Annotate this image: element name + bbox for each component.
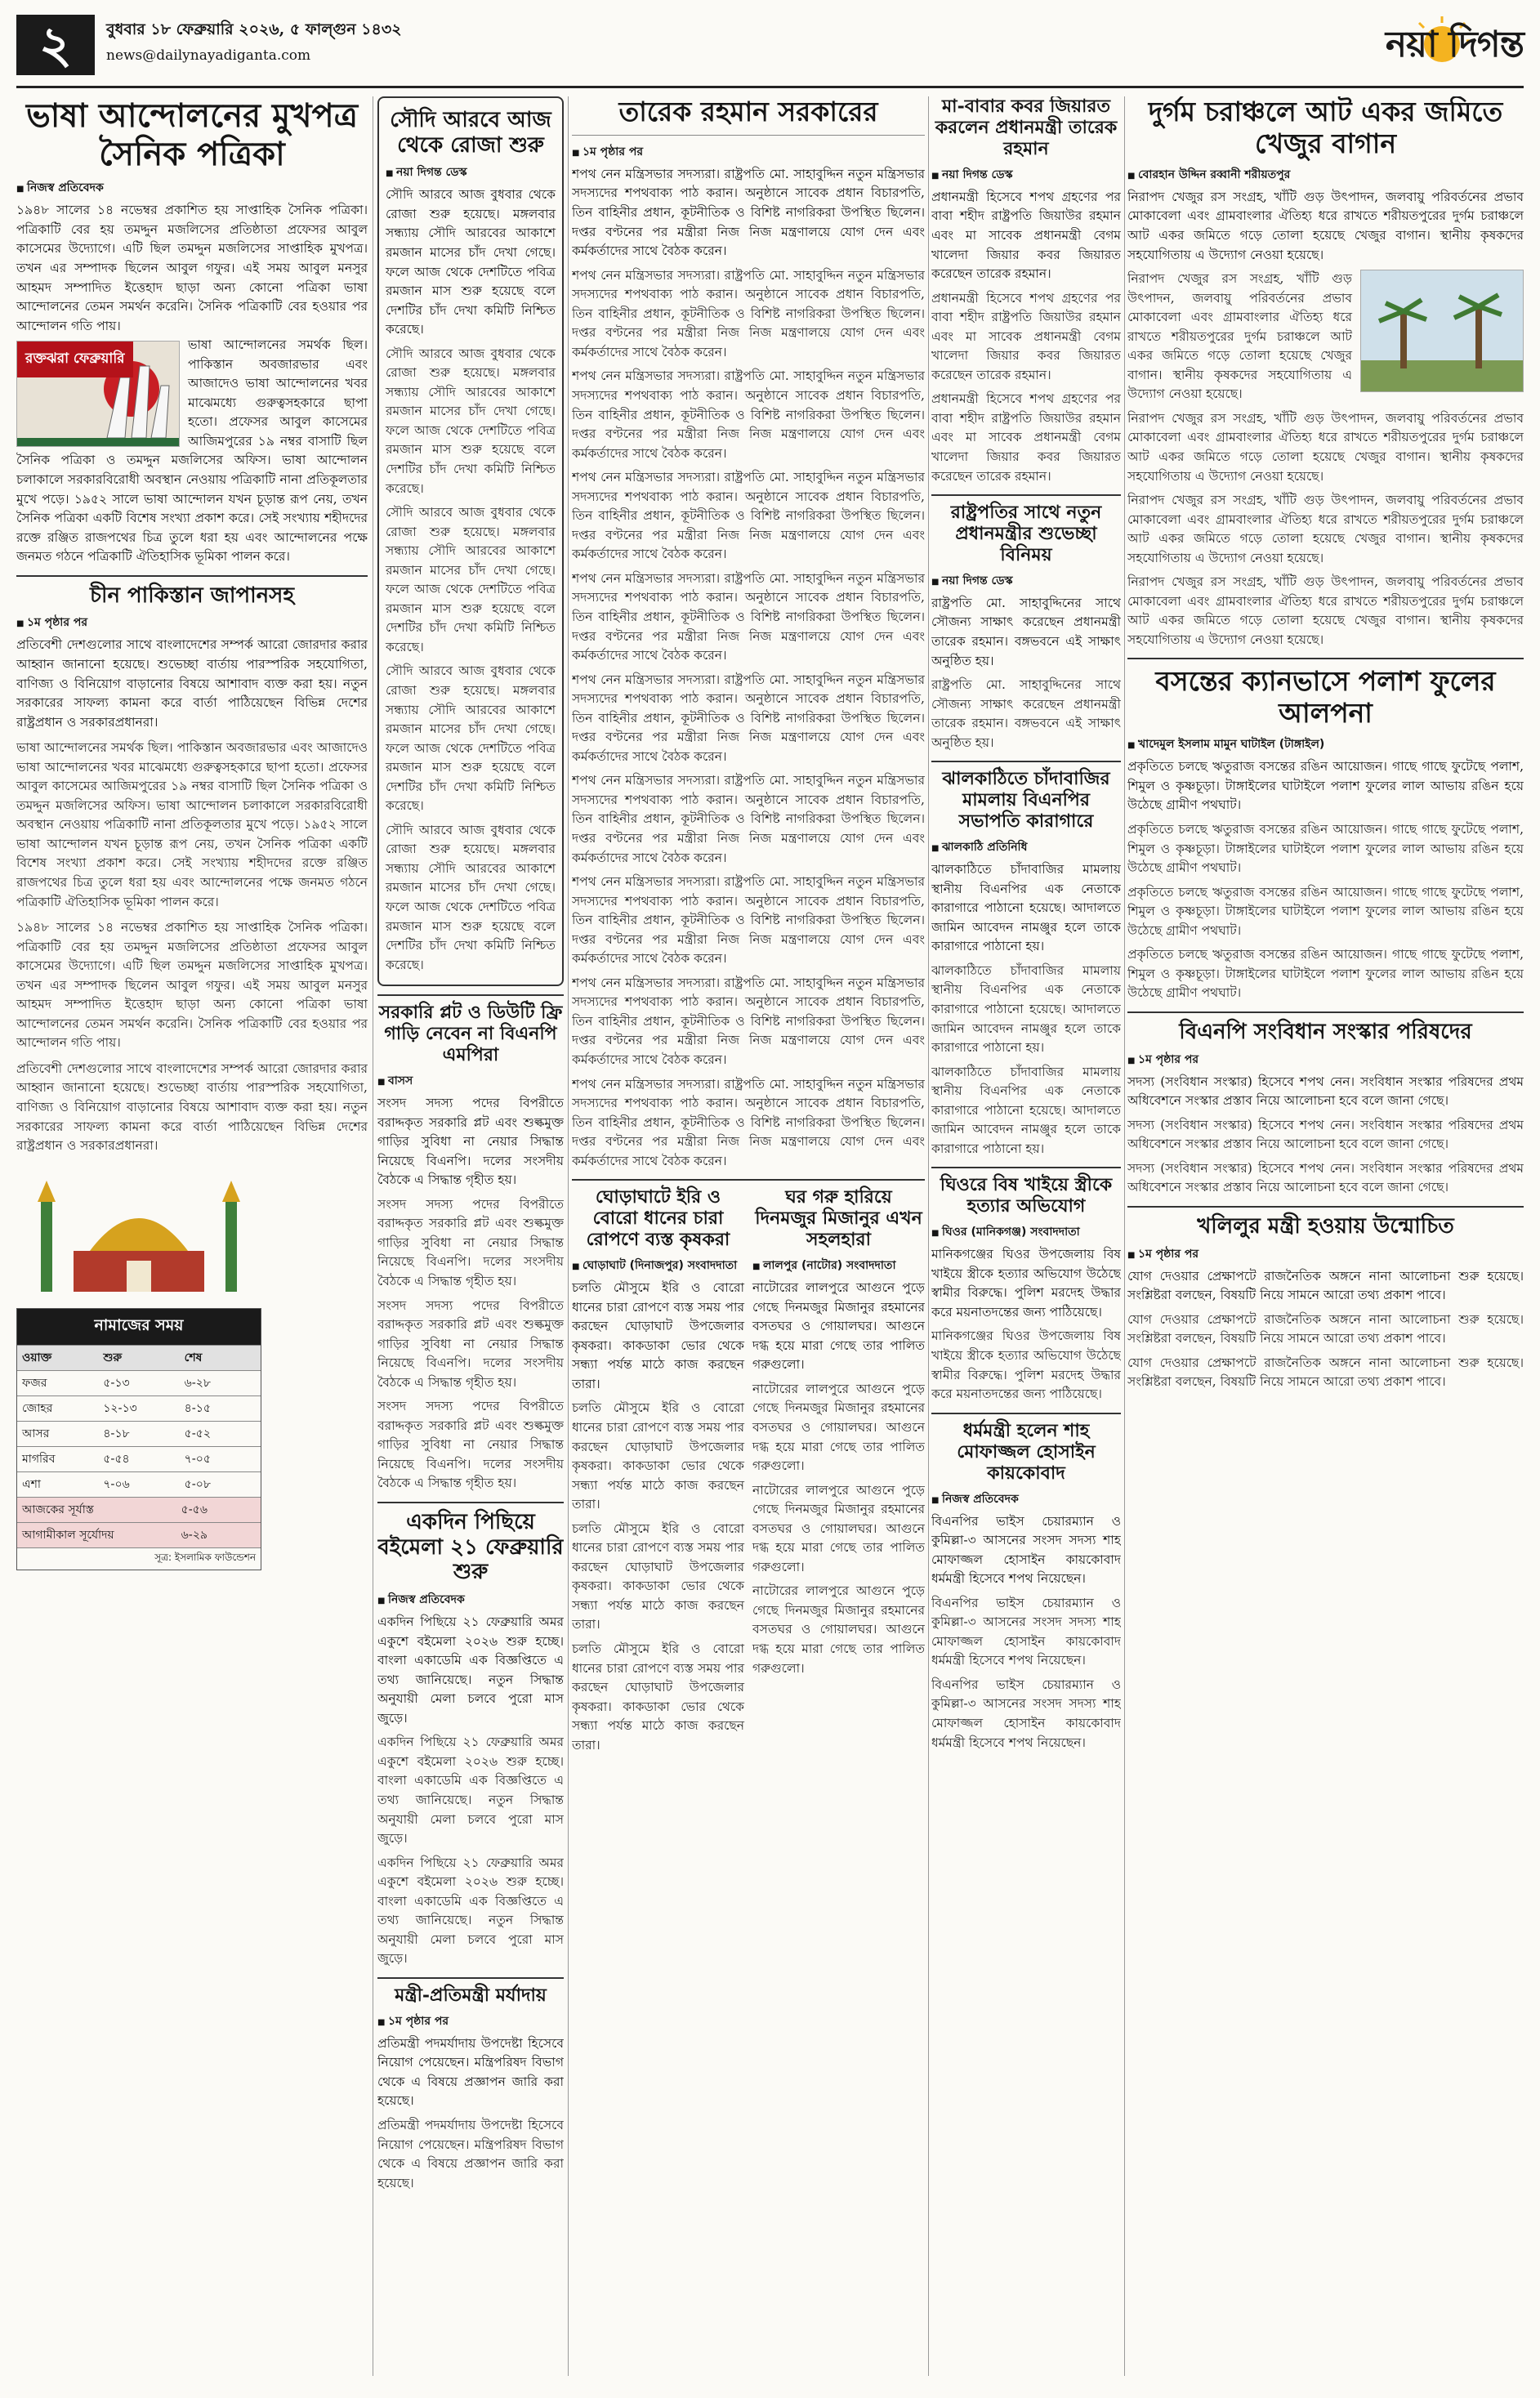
article-body: ঝালকাঠিতে চাঁদাবাজির মামলায় স্থানীয় বিএনপির এক নেতাকে কারাগারে পাঠানো হয়েছে। আদালতে জামিন আবেদন নামঞ্জুর হলে তাকে কারাগারে পাঠানো হয়। — [931, 962, 1121, 1056]
article-body: শপথ নেন মন্ত্রিসভার সদস্যরা। রাষ্ট্রপতি মো. সাহাবুদ্দিন নতুন মন্ত্রিসভার সদস্যদের শপথবাক্য পাঠ করান। অনুষ্ঠানে সাবেক প্রধান বিচারপতি, তিন বাহিনীর প্রধান, কূটনীতিক ও বিশিষ্ট নাগরিকরা উপস্থিত ছিলেন। দপ্তর বণ্টনের পর মন্ত্রীরা নিজ নিজ মন্ত্রণালয়ে যোগ দেন এবং কর্মকর্তাদের সাথে বৈঠক করেন। — [572, 874, 925, 967]
prayer-end: ৫-০৮ — [184, 1477, 211, 1491]
divider — [16, 575, 368, 577]
article-body: সৌদি আরবে আজ বুধবার থেকে রোজা শুরু হয়েছে। মঙ্গলবার সন্ধ্যায় সৌদি আরবের আকাশে রমজান মাসের চাঁদ দেখা গেছে। ফলে আজ থেকে দেশটিতে পবিত্র রমজান মাস শুরু হয়েছে বলে দেশটির চাঁদ দেখা কমিটি নিশ্চিত করেছে। — [386, 822, 556, 972]
article-body: প্রতিবেশী দেশগুলোর সাথে বাংলাদেশের সম্পর্ক আরো জোরদার করার আহ্বান জানানো হয়েছে। শুভেচ্ছা বার্তায় পারস্পরিক সহযোগিতা, বাণিজ্য ও বিনিয়োগ বাড়ানোর বিষয়ে আশাবাদ ব্যক্ত করা হয়। নতুন সরকারের সাফল্য কামনা করে বার্তা পাঠিয়েছেন বিভিন্ন দেশের রাষ্ট্রপ্রধান ও সরকারপ্রধানরা। — [16, 1061, 368, 1154]
article-body: বিএনপির ভাইস চেয়ারম্যান ও কুমিল্লা-৩ আসনের সংসদ সদস্য শাহ মোফাজ্জল হোসাইন কায়কোবাদ ধর্মমন্ত্রী হিসেবে শপথ নিয়েছেন। — [931, 1595, 1121, 1668]
contact-email[interactable]: news@dailynayadiganta.com — [106, 47, 311, 64]
byline: ■ নয়া দিগন্ত ডেস্ক — [931, 165, 1121, 185]
column-2 — [377, 96, 564, 2384]
headline-grave-visit[interactable]: মা-বাবার কবর জিয়ারত করলেন প্রধানমন্ত্রী তারেক রহমান — [935, 96, 1118, 159]
article-body: প্রতিমন্ত্রী পদমর্যাদায় উপদেষ্টা হিসেবে নিয়োগ পেয়েছেন। মন্ত্রিপরিষদ বিভাগ থেকে এ বিষয়ে প্রজ্ঞাপন জারি করা হয়েছে। — [377, 2118, 564, 2190]
column-1 — [16, 96, 368, 2384]
article-body: চলতি মৌসুমে ইরি ও বোরো ধানের চারা রোপণে ব্যস্ত সময় পার করছেন ঘোড়াঘাট উপজেলার কৃষকরা। কাকডাকা ভোর থেকে সন্ধ্যা পর্যন্ত মাঠে কাজ করছেন তারা। — [572, 1521, 744, 1632]
table-row — [17, 1395, 261, 1421]
table-row — [17, 1421, 261, 1446]
article-body: সৌদি আরবে আজ বুধবার থেকে রোজা শুরু হয়েছে। মঙ্গলবার সন্ধ্যায় সৌদি আরবের আকাশে রমজান মাসের চাঁদ দেখা গেছে। ফলে আজ থেকে দেশটিতে পবিত্র রমজান মাস শুরু হয়েছে বলে দেশটির চাঁদ দেখা কমিটি নিশ্চিত করেছে। — [386, 187, 556, 337]
article-body: ভাষা আন্দোলনের সমর্থক ছিল। পাকিস্তান অবজারভার এবং আজাদেও ভাষা আন্দোলনের খবর মাঝেমধ্যে গুরুত্বসহকারে ছাপা হতো। প্রফেসর আবুল কাসেমের আজিমপুরের ১৯ নম্বর বাসাটি ছিল সৈনিক পত্রিকা ও তমদ্দুন মজলিসের অফিস। ভাষা আন্দোলন চলাকালে সরকারবিরোধী অবস্থান নেওয়ায় পত্রিকাটি নানা প্রতিকূলতার মুখে পড়ে। ১৯৫২ সালে ভাষা আন্দোলন যখন চূড়ান্ত রূপ নেয়, তখন সৈনিক পত্রিকা একটি বিশেষ সংখ্যা প্রকাশ করে। সেই সংখ্যায় শহীদদের রক্তে রঞ্জিত রাজপথের চিত্র তুলে ধরা হয় এবং আন্দোলনের পক্ষে জনমত গঠনে পত্রিকাটি ঐতিহাসিক ভূমিকা পালন করে। — [16, 337, 368, 565]
column-header: শেষ — [184, 1351, 203, 1364]
article-body: ঝালকাঠিতে চাঁদাবাজির মামলায় স্থানীয় বিএনপির এক নেতাকে কারাগারে পাঠানো হয়েছে। আদালতে জামিন আবেদন নামঞ্জুর হলে তাকে কারাগারে পাঠানো হয়। — [931, 1064, 1121, 1156]
byline: ■ ঘোড়াঘাট (দিনাজপুর) সংবাদদাতা — [572, 1256, 744, 1275]
prayer-times-table — [16, 1308, 261, 1570]
article-body: সংসদ সদস্য পদের বিপরীতে বরাদ্দকৃত সরকারি প্লট এবং শুল্কমুক্ত গাড়ির সুবিধা না নেয়ার সিদ্ধান্ত নিয়েছে বিএনপি। দলের সংসদীয় বৈঠকে এ সিদ্ধান্ত গৃহীত হয়। — [377, 1399, 564, 1491]
byline: ■ লালপুর (নাটোর) সংবাদদাতা — [752, 1256, 925, 1275]
byline: ■ নিজস্ব প্রতিবেদক — [931, 1489, 1121, 1509]
article-body: নিরাপদ খেজুর রস সংগ্রহ, খাঁটি গুড় উৎপাদন, জলবায়ু পরিবর্তনের প্রভাব মোকাবেলা এবং গ্রামবাংলার ঐতিহ্য ধরে রাখতে শরীয়তপুরের দুর্গম চরাঞ্চলে আট একর জমিতে গড়ে তোলা হয়েছে খেজুর বাগান। স্থানীয় কৃষকদের সহযোগিতায় এ উদ্যোগ নেওয়া হয়েছে। — [1127, 271, 1352, 402]
article-body: রাষ্ট্রপতি মো. সাহাবুদ্দিনের সাথে সৌজন্য সাক্ষাৎ করেছেন প্রধানমন্ত্রী তারেক রহমান। বঙ্গভবনে এই সাক্ষাৎ অনুষ্ঠিত হয়। — [931, 677, 1121, 750]
article-body: শপথ নেন মন্ত্রিসভার সদস্যরা। রাষ্ট্রপতি মো. সাহাবুদ্দিন নতুন মন্ত্রিসভার সদস্যদের শপথবাক্য পাঠ করান। অনুষ্ঠানে সাবেক প্রধান বিচারপতি, তিন বাহিনীর প্রধান, কূটনীতিক ও বিশিষ্ট নাগরিকরা উপস্থিত ছিলেন। দপ্তর বণ্টনের পর মন্ত্রীরা নিজ নিজ মন্ত্রণালয়ে যোগ দেন এবং কর্মকর্তাদের সাথে বৈঠক করেন। — [572, 1076, 925, 1168]
column-5 — [1127, 96, 1524, 2384]
prayer-end: ৪-১৫ — [184, 1401, 211, 1415]
byline: ■ ঘিওর (মানিকগঞ্জ) সংবাদদাতা — [931, 1222, 1121, 1242]
continuation-label: ■ ১ম পৃষ্ঠার পর — [572, 142, 925, 162]
newspaper-logo[interactable] — [1319, 11, 1524, 82]
column-divider — [568, 96, 569, 2376]
article-body: সৌদি আরবে আজ বুধবার থেকে রোজা শুরু হয়েছে। মঙ্গলবার সন্ধ্যায় সৌদি আরবের আকাশে রমজান মাসের চাঁদ দেখা গেছে। ফলে আজ থেকে দেশটিতে পবিত্র রমজান মাস শুরু হয়েছে বলে দেশটির চাঁদ দেখা কমিটি নিশ্চিত করেছে। — [386, 346, 556, 496]
headline-date-palm[interactable]: দুর্গম চরাঞ্চলে আট একর জমিতে খেজুর বাগান — [1148, 96, 1503, 159]
divider — [931, 1413, 1121, 1414]
article-body: সৌদি আরবে আজ বুধবার থেকে রোজা শুরু হয়েছে। মঙ্গলবার সন্ধ্যায় সৌদি আরবের আকাশে রমজান মাসের চাঁদ দেখা গেছে। ফলে আজ থেকে দেশটিতে পবিত্র রমজান মাস শুরু হয়েছে বলে দেশটির চাঁদ দেখা কমিটি নিশ্চিত করেছে। — [386, 505, 556, 654]
divider — [931, 761, 1121, 762]
headline-china-pakistan[interactable]: চীন পাকিস্তান জাপানসহ — [89, 583, 294, 608]
news-photo — [16, 341, 180, 447]
issue-date: বুধবার ১৮ ফেব্রুয়ারি ২০২৬, ৫ ফাল্গুন ১৪৩২ — [106, 20, 402, 38]
saudi-ramadan-box — [377, 96, 564, 986]
article-body: প্রকৃতিতে চলছে ঋতুরাজ বসন্তের রঙিন আয়োজন। গাছে গাছে ফুটেছে পলাশ, শিমুল ও কৃষ্ণচূড়া। টাঙ্গাইলের ঘাটাইলে পলাশ ফুলের লাল আভায় রঙিন হয়ে উঠেছে গ্রামীণ পথঘাট। — [1127, 821, 1524, 876]
story-lalpur — [752, 1187, 925, 1755]
column-header: শুরু — [103, 1351, 123, 1364]
byline: ■ বাসস — [377, 1071, 564, 1091]
byline: ■ ঝালকাঠি প্রতিনিধি — [931, 837, 1121, 857]
photo-badge: রক্তঝরা ফেব্রুয়ারি — [17, 342, 133, 377]
article-body: প্রকৃতিতে চলছে ঋতুরাজ বসন্তের রঙিন আয়োজন। গাছে গাছে ফুটেছে পলাশ, শিমুল ও কৃষ্ণচূড়া। টাঙ্গাইলের ঘাটাইলে পলাশ ফুলের লাল আভায় রঙিন হয়ে উঠেছে গ্রামীণ পথঘাট। — [1127, 884, 1524, 938]
divider — [931, 494, 1121, 496]
table-row — [17, 1446, 261, 1471]
article-body: চলতি মৌসুমে ইরি ও বোরো ধানের চারা রোপণে ব্যস্ত সময় পার করছেন ঘোড়াঘাট উপজেলার কৃষকরা। কাকডাকা ভোর থেকে সন্ধ্যা পর্যন্ত মাঠে কাজ করছেন তারা। — [572, 1641, 744, 1753]
article-body: প্রতিবেশী দেশগুলোর সাথে বাংলাদেশের সম্পর্ক আরো জোরদার করার আহ্বান জানানো হয়েছে। শুভেচ্ছা বার্তায় পারস্পরিক সহযোগিতা, বাণিজ্য ও বিনিয়োগ বাড়ানোর বিষয়ে আশাবাদ ব্যক্ত করা হয়। নতুন সরকারের সাফল্য কামনা করে বার্তা পাঠিয়েছেন বিভিন্ন দেশের রাষ্ট্রপ্রধান ও সরকারপ্রধানরা। — [16, 637, 368, 730]
article-body: শপথ নেন মন্ত্রিসভার সদস্যরা। রাষ্ট্রপতি মো. সাহাবুদ্দিন নতুন মন্ত্রিসভার সদস্যদের শপথবাক্য পাঠ করান। অনুষ্ঠানে সাবেক প্রধান বিচারপতি, তিন বাহিনীর প্রধান, কূটনীতিক ও বিশিষ্ট নাগরিকরা উপস্থিত ছিলেন। দপ্তর বণ্টনের পর মন্ত্রীরা নিজ নিজ মন্ত্রণালয়ে যোগ দেন এবং কর্মকর্তাদের সাথে বৈঠক করেন। — [572, 166, 925, 259]
prayer-times-title: নামাজের সময় — [17, 1309, 261, 1345]
table-row — [17, 1497, 261, 1522]
continuation-label: ■ ১ম পৃষ্ঠার পর — [1127, 1050, 1524, 1069]
column-4 — [931, 96, 1121, 2384]
divider — [931, 1167, 1121, 1168]
article-body: নিরাপদ খেজুর রস সংগ্রহ, খাঁটি গুড় উৎপাদন, জলবায়ু পরিবর্তনের প্রভাব মোকাবেলা এবং গ্রামবাংলার ঐতিহ্য ধরে রাখতে শরীয়তপুরের দুর্গম চরাঞ্চলে আট একর জমিতে গড়ে তোলা হয়েছে খেজুর বাগান। স্থানীয় কৃষকদের সহযোগিতায় এ উদ্যোগ নেওয়া হয়েছে। — [1127, 410, 1524, 484]
article-body: শপথ নেন মন্ত্রিসভার সদস্যরা। রাষ্ট্রপতি মো. সাহাবুদ্দিন নতুন মন্ত্রিসভার সদস্যদের শপথবাক্য পাঠ করান। অনুষ্ঠানে সাবেক প্রধান বিচারপতি, তিন বাহিনীর প্রধান, কূটনীতিক ও বিশিষ্ট নাগরিকরা উপস্থিত ছিলেন। দপ্তর বণ্টনের পর মন্ত্রীরা নিজ নিজ মন্ত্রণালয়ে যোগ দেন এবং কর্মকর্তাদের সাথে বৈঠক করেন। — [572, 570, 925, 663]
sun-label: আগামীকাল সূর্যোদয় — [22, 1528, 114, 1542]
lower-stories — [572, 1187, 925, 1755]
article-body: নিরাপদ খেজুর রস সংগ্রহ, খাঁটি গুড় উৎপাদন, জলবায়ু পরিবর্তনের প্রভাব মোকাবেলা এবং গ্রামবাংলার ঐতিহ্য ধরে রাখতে শরীয়তপুরের দুর্গম চরাঞ্চলে আট একর জমিতে গড়ে তোলা হয়েছে খেজুর বাগান। স্থানীয় কৃষকদের সহযোগিতায় এ উদ্যোগ নেওয়া হয়েছে। — [1127, 493, 1524, 565]
prayer-name: ফজর — [22, 1376, 47, 1390]
article-body: চলতি মৌসুমে ইরি ও বোরো ধানের চারা রোপণে ব্যস্ত সময় পার করছেন ঘোড়াঘাট উপজেলার কৃষকরা। কাকডাকা ভোর থেকে সন্ধ্যা পর্যন্ত মাঠে কাজ করছেন তারা। — [572, 1280, 744, 1391]
article-body: প্রধানমন্ত্রী হিসেবে শপথ গ্রহণের পর বাবা শহীদ রাষ্ট্রপতি জিয়াউর রহমান এবং মা সাবেক প্রধানমন্ত্রী বেগম খালেদা জিয়ার কবর জিয়ারত করেছেন তারেক রহমান। — [931, 391, 1121, 484]
article-body: যোগ দেওয়ার প্রেক্ষাপটে রাজনৈতিক অঙ্গনে নানা আলোচনা শুরু হয়েছে। সংশ্লিষ্টরা বলছেন, বিষয়টি নিয়ে সামনে আরো তথ্য প্রকাশ পাবে। — [1127, 1311, 1524, 1346]
article-body: শপথ নেন মন্ত্রিসভার সদস্যরা। রাষ্ট্রপতি মো. সাহাবুদ্দিন নতুন মন্ত্রিসভার সদস্যদের শপথবাক্য পাঠ করান। অনুষ্ঠানে সাবেক প্রধান বিচারপতি, তিন বাহিনীর প্রধান, কূটনীতিক ও বিশিষ্ট নাগরিকরা উপস্থিত ছিলেন। দপ্তর বণ্টনের পর মন্ত্রীরা নিজ নিজ মন্ত্রণালয়ে যোগ দেন এবং কর্মকর্তাদের সাথে বৈঠক করেন। — [572, 773, 925, 865]
column-header: ওয়াক্ত — [22, 1351, 52, 1364]
headline-plot-duty-free[interactable]: সরকারি প্লট ও ডিউটি ফ্রি গাড়ি নেবেন না বিএনপি এমপিরা — [378, 1002, 563, 1066]
article-body: বিএনপির ভাইস চেয়ারম্যান ও কুমিল্লা-৩ আসনের সংসদ সদস্য শাহ মোফাজ্জল হোসাইন কায়কোবাদ ধর্মমন্ত্রী হিসেবে শপথ নিয়েছেন। — [931, 1513, 1121, 1587]
continuation-label: ■ ১ম পৃষ্ঠার পর — [377, 2012, 564, 2031]
headline-ghior[interactable]: ঘিওরে বিষ খাইয়ে স্ত্রীকে হত্যার অভিযোগ — [940, 1174, 1113, 1217]
prayer-name: জোহর — [22, 1401, 53, 1415]
headline-khalilur[interactable]: খলিলুর মন্ত্রী হওয়ায় উন্মোচিত — [1197, 1213, 1454, 1239]
divider — [1127, 1206, 1524, 1208]
article-body: শপথ নেন মন্ত্রিসভার সদস্যরা। রাষ্ট্রপতি মো. সাহাবুদ্দিন নতুন মন্ত্রিসভার সদস্যদের শপথবাক্য পাঠ করান। অনুষ্ঠানে সাবেক প্রধান বিচারপতি, তিন বাহিনীর প্রধান, কূটনীতিক ও বিশিষ্ট নাগরিকরা উপস্থিত ছিলেন। দপ্তর বণ্টনের পর মন্ত্রীরা নিজ নিজ মন্ত্রণালয়ে যোগ দেন এবং কর্মকর্তাদের সাথে বৈঠক করেন। — [572, 368, 925, 461]
headline-tarique-government[interactable]: তারেক রহমান সরকারের — [618, 96, 878, 127]
article-body: বিএনপির ভাইস চেয়ারম্যান ও কুমিল্লা-৩ আসনের সংসদ সদস্য শাহ মোফাজ্জল হোসাইন কায়কোবাদ ধর্মমন্ত্রী হিসেবে শপথ নিয়েছেন। — [931, 1677, 1121, 1750]
article-body: চলতি মৌসুমে ইরি ও বোরো ধানের চারা রোপণে ব্যস্ত সময় পার করছেন ঘোড়াঘাট উপজেলার কৃষকরা। কাকডাকা ভোর থেকে সন্ধ্যা পর্যন্ত মাঠে কাজ করছেন তারা। — [572, 1400, 744, 1512]
byline: ■ নিজস্ব প্রতিবেদক — [16, 178, 368, 198]
article-body: শপথ নেন মন্ত্রিসভার সদস্যরা। রাষ্ট্রপতি মো. সাহাবুদ্দিন নতুন মন্ত্রিসভার সদস্যদের শপথবাক্য পাঠ করান। অনুষ্ঠানে সাবেক প্রধান বিচারপতি, তিন বাহিনীর প্রধান, কূটনীতিক ও বিশিষ্ট নাগরিকরা উপস্থিত ছিলেন। দপ্তর বণ্টনের পর মন্ত্রীরা নিজ নিজ মন্ত্রণালয়ে যোগ দেন এবং কর্মকর্তাদের সাথে বৈঠক করেন। — [572, 470, 925, 562]
article-body: মানিকগঞ্জের ঘিওর উপজেলায় বিষ খাইয়ে স্ত্রীকে হত্যার অভিযোগ উঠেছে স্বামীর বিরুদ্ধে। পুলিশ মরদেহ উদ্ধার করে ময়নাতদন্তের জন্য পাঠিয়েছে। — [931, 1247, 1121, 1320]
article-body: প্রধানমন্ত্রী হিসেবে শপথ গ্রহণের পর বাবা শহীদ রাষ্ট্রপতি জিয়াউর রহমান এবং মা সাবেক প্রধানমন্ত্রী বেগম খালেদা জিয়ার কবর জিয়ারত করেছেন তারেক রহমান। — [931, 189, 1121, 282]
article-body: যোগ দেওয়ার প্রেক্ষাপটে রাজনৈতিক অঙ্গনে নানা আলোচনা শুরু হয়েছে। সংশ্লিষ্টরা বলছেন, বিষয়টি নিয়ে সামনে আরো তথ্য প্রকাশ পাবে। — [1127, 1268, 1524, 1303]
article-body: প্রধানমন্ত্রী হিসেবে শপথ গ্রহণের পর বাবা শহীদ রাষ্ট্রপতি জিয়াউর রহমান এবং মা সাবেক প্রধানমন্ত্রী বেগম খালেদা জিয়ার কবর জিয়ারত করেছেন তারেক রহমান। — [931, 290, 1121, 382]
prayer-start: ৪-১৮ — [103, 1427, 130, 1440]
table-header — [17, 1345, 261, 1370]
article-body: প্রকৃতিতে চলছে ঋতুরাজ বসন্তের রঙিন আয়োজন। গাছে গাছে ফুটেছে পলাশ, শিমুল ও কৃষ্ণচূড়া। টাঙ্গাইলের ঘাটাইলে পলাশ ফুলের লাল আভায় রঙিন হয়ে উঠেছে গ্রামীণ পথঘাট। — [1127, 947, 1524, 1001]
date-palm-orchard-illustration — [1361, 270, 1524, 392]
prayer-end: ৭-০৫ — [184, 1452, 211, 1466]
headline-shainik-patrika[interactable]: ভাষা আন্দোলনের মুখপত্র সৈনিক পত্রিকা — [25, 96, 359, 174]
prayer-start: ৫-১৩ — [103, 1376, 130, 1390]
divider — [377, 1502, 564, 1503]
article-body: নাটোরের লালপুরে আগুনে পুড়ে গেছে দিনমজুর মিজানুর রহমানের বসতঘর ও গোয়ালঘর। আগুনে দগ্ধ হয়ে মারা গেছে তার পালিত গরুগুলো। — [752, 1583, 925, 1676]
article-body: ১৯৪৮ সালের ১৪ নভেম্বর প্রকাশিত হয় সাপ্তাহিক সৈনিক পত্রিকা। পত্রিকাটি বের হয় তমদ্দুন মজলিসের প্রতিষ্ঠাতা প্রফেসর আবুল কাসেমের উদ্যোগে। এটি ছিল তমদ্দুন মজলিসের সাপ্তাহিক মুখপত্র। তখন এর সম্পাদক ছিলেন আবুল গফুর। এই সময় আবুল মনসুর আহমদ সম্পাদিত ইত্তেহাদ ছাড়া অন্য কোনো পত্রিকা ভাষা আন্দোলনের তেমন সমর্থন করেনি। সৈনিক পত্রিকাটি বের হওয়ার পর আন্দোলন গতি পায়। — [16, 920, 368, 1051]
mosque-icon — [16, 1169, 261, 1300]
article-body: শপথ নেন মন্ত্রিসভার সদস্যরা। রাষ্ট্রপতি মো. সাহাবুদ্দিন নতুন মন্ত্রিসভার সদস্যদের শপথবাক্য পাঠ করান। অনুষ্ঠানে সাবেক প্রধান বিচারপতি, তিন বাহিনীর প্রধান, কূটনীতিক ও বিশিষ্ট নাগরিকরা উপস্থিত ছিলেন। দপ্তর বণ্টনের পর মন্ত্রীরা নিজ নিজ মন্ত্রণালয়ে যোগ দেন এবং কর্মকর্তাদের সাথে বৈঠক করেন। — [572, 975, 925, 1067]
headline-saudi-ramadan[interactable]: সৌদি আরবে আজ থেকে রোজা শুরু — [390, 108, 551, 158]
article-body: সদস্য (সংবিধান সংস্কার) হিসেবে শপথ নেন। সংবিধান সংস্কার পরিষদের প্রথম অধিবেশনে সংস্কার প্রস্তাব নিয়ে আলোচনা হবে বলে জানা গেছে। — [1127, 1117, 1524, 1152]
article-body: নিরাপদ খেজুর রস সংগ্রহ, খাঁটি গুড় উৎপাদন, জলবায়ু পরিবর্তনের প্রভাব মোকাবেলা এবং গ্রামবাংলার ঐতিহ্য ধরে রাখতে শরীয়তপুরের দুর্গম চরাঞ্চলে আট একর জমিতে গড়ে তোলা হয়েছে খেজুর বাগান। স্থানীয় কৃষকদের সহযোগিতায় এ উদ্যোগ নেওয়া হয়েছে। — [1127, 189, 1524, 262]
prayer-start: ৫-৫৪ — [103, 1452, 130, 1466]
table-row — [17, 1522, 261, 1547]
article-body: সংসদ সদস্য পদের বিপরীতে বরাদ্দকৃত সরকারি প্লট এবং শুল্কমুক্ত গাড়ির সুবিধা না নেয়ার সিদ্ধান্ত নিয়েছে বিএনপি। দলের সংসদীয় বৈঠকে এ সিদ্ধান্ত গৃহীত হয়। — [377, 1196, 564, 1288]
column-divider — [1124, 96, 1125, 2376]
table-footer — [17, 1547, 261, 1570]
article-body: নিরাপদ খেজুর রস সংগ্রহ, খাঁটি গুড় উৎপাদন, জলবায়ু পরিবর্তনের প্রভাব মোকাবেলা এবং গ্রামবাংলার ঐতিহ্য ধরে রাখতে শরীয়তপুরের দুর্গম চরাঞ্চলে আট একর জমিতে গড়ে তোলা হয়েছে খেজুর বাগান। স্থানীয় কৃষকদের সহযোগিতায় এ উদ্যোগ নেওয়া হয়েছে। — [1127, 574, 1524, 647]
article-body: মানিকগঞ্জের ঘিওর উপজেলায় বিষ খাইয়ে স্ত্রীকে হত্যার অভিযোগ উঠেছে স্বামীর বিরুদ্ধে। পুলিশ মরদেহ উদ্ধার করে ময়নাতদন্তের জন্য পাঠিয়েছে। — [931, 1329, 1121, 1402]
sun-time: ৬-২৯ — [181, 1528, 208, 1542]
article-body: নাটোরের লালপুরে আগুনে পুড়ে গেছে দিনমজুর মিজানুর রহমানের বসতঘর ও গোয়ালঘর। আগুনে দগ্ধ হয়ে মারা গেছে তার পালিত গরুগুলো। — [752, 1280, 925, 1373]
headline-boimela[interactable]: একদিন পিছিয়ে বইমেলা ২১ ফেব্রুয়ারি শুরু — [377, 1510, 564, 1585]
mosque-illustration — [16, 1169, 261, 1300]
article-body: নাটোরের লালপুরে আগুনে পুড়ে গেছে দিনমজুর মিজানুর রহমানের বসতঘর ও গোয়ালঘর। আগুনে দগ্ধ হয়ে মারা গেছে তার পালিত গরুগুলো। — [752, 1381, 925, 1474]
article-body: একদিন পিছিয়ে ২১ ফেব্রুয়ারি অমর একুশে বইমেলা ২০২৬ শুরু হচ্ছে। বাংলা একাডেমি এক বিজ্ঞপ্তিতে এ তথ্য জানিয়েছে। নতুন সিদ্ধান্ত অনুযায়ী মেলা চলবে পুরো মাস জুড়ে। — [377, 1735, 564, 1847]
table-row — [17, 1370, 261, 1395]
divider — [572, 1179, 925, 1181]
byline: ■ খাদেমুল ইসলাম মামুন ঘাটাইল (টাঙ্গাইল) — [1127, 735, 1524, 754]
sun-time: ৫-৫৬ — [181, 1503, 208, 1516]
continuation-label: ■ ১ম পৃষ্ঠার পর — [1127, 1244, 1524, 1264]
headline-constitution-council[interactable]: বিএনপি সংবিধান সংস্কার পরিষদের — [1179, 1019, 1472, 1044]
prayer-name: আসর — [22, 1427, 50, 1440]
prayer-end: ৫-৫২ — [184, 1427, 211, 1440]
article-body: সদস্য (সংবিধান সংস্কার) হিসেবে শপথ নেন। সংবিধান সংস্কার পরিষদের প্রথম অধিবেশনে সংস্কার প্রস্তাব নিয়ে আলোচনা হবে বলে জানা গেছে। — [1127, 1074, 1524, 1109]
prayer-name: মাগরিব — [22, 1452, 56, 1466]
column-divider — [928, 96, 929, 2376]
headline-jhalokathi[interactable]: ঝালকাঠিতে চাঁদাবাজির মামলায় বিএনপির সভাপতি কারাগারে — [942, 768, 1110, 833]
article-body: প্রকৃতিতে চলছে ঋতুরাজ বসন্তের রঙিন আয়োজন। গাছে গাছে ফুটেছে পলাশ, শিমুল ও কৃষ্ণচূড়া। টাঙ্গাইলের ঘাটাইলে পলাশ ফুলের লাল আভায় রঙিন হয়ে উঠেছে গ্রামীণ পথঘাট। — [1127, 759, 1524, 813]
masthead — [16, 10, 1524, 88]
headline-lalpur-fire[interactable]: ঘর গরু হারিয়ে দিনমজুর মিজানুর এখন সহলহারা — [755, 1186, 922, 1251]
logo-wordmark: নয়া দিগন্ত — [1385, 24, 1524, 65]
table-row — [17, 1471, 261, 1497]
byline: ■ নয়া দিগন্ত ডেস্ক — [931, 571, 1121, 591]
byline: ■ বোরহান উদ্দিন রব্বানী শরীয়তপুর — [1127, 165, 1524, 185]
divider — [572, 135, 925, 136]
prayer-start: ১২-১৩ — [103, 1401, 137, 1415]
prayer-source: সূত্র: ইসলামিক ফাউন্ডেশন — [154, 1551, 256, 1563]
headline-president-greetings[interactable]: রাষ্ট্রপতির সাথে নতুন প্রধানমন্ত্রীর শুভেচ্ছা বিনিময় — [950, 502, 1102, 565]
article-body: শপথ নেন মন্ত্রিসভার সদস্যরা। রাষ্ট্রপতি মো. সাহাবুদ্দিন নতুন মন্ত্রিসভার সদস্যদের শপথবাক্য পাঠ করান। অনুষ্ঠানে সাবেক প্রধান বিচারপতি, তিন বাহিনীর প্রধান, কূটনীতিক ও বিশিষ্ট নাগরিকরা উপস্থিত ছিলেন। দপ্তর বণ্টনের পর মন্ত্রীরা নিজ নিজ মন্ত্রণালয়ে যোগ দেন এবং কর্মকর্তাদের সাথে বৈঠক করেন। — [572, 672, 925, 764]
article-body: সদস্য (সংবিধান সংস্কার) হিসেবে শপথ নেন। সংবিধান সংস্কার পরিষদের প্রথম অধিবেশনে সংস্কার প্রস্তাব নিয়ে আলোচনা হবে বলে জানা গেছে। — [1127, 1160, 1524, 1195]
continuation-label: ■ ১ম পৃষ্ঠার পর — [16, 613, 368, 632]
article-body: যোগ দেওয়ার প্রেক্ষাপটে রাজনৈতিক অঙ্গনে নানা আলোচনা শুরু হয়েছে। সংশ্লিষ্টরা বলছেন, বিষয়টি নিয়ে সামনে আরো তথ্য প্রকাশ পাবে। — [1127, 1355, 1524, 1390]
article-body: প্রতিমন্ত্রী পদমর্যাদায় উপদেষ্টা হিসেবে নিয়োগ পেয়েছেন। মন্ত্রিপরিষদ বিভাগ থেকে এ বিষয়ে প্রজ্ঞাপন জারি করা হয়েছে। — [377, 2035, 564, 2109]
date-palm-photo — [1360, 270, 1524, 392]
sun-label: আজকের সূর্যাস্ত — [22, 1503, 94, 1516]
article-body: সংসদ সদস্য পদের বিপরীতে বরাদ্দকৃত সরকারি প্লট এবং শুল্কমুক্ত গাড়ির সুবিধা না নেয়ার সিদ্ধান্ত নিয়েছে বিএনপি। দলের সংসদীয় বৈঠকে এ সিদ্ধান্ত গৃহীত হয়। — [377, 1297, 564, 1390]
headline-minister-status[interactable]: মন্ত্রী-প্রতিমন্ত্রী মর্যাদায় — [395, 1984, 547, 2006]
article-body: ভাষা আন্দোলনের সমর্থক ছিল। পাকিস্তান অবজারভার এবং আজাদেও ভাষা আন্দোলনের খবর মাঝেমধ্যে গুরুত্বসহকারে ছাপা হতো। প্রফেসর আবুল কাসেমের আজিমপুরের ১৯ নম্বর বাসাটি ছিল সৈনিক পত্রিকা ও তমদ্দুন মজলিসের অফিস। ভাষা আন্দোলন চলাকালে সরকারবিরোধী অবস্থান নেওয়ায় পত্রিকাটি নানা প্রতিকূলতার মুখে পড়ে। ১৯৫২ সালে ভাষা আন্দোলন যখন চূড়ান্ত রূপ নেয়, তখন সৈনিক পত্রিকা একটি বিশেষ সংখ্যা প্রকাশ করে। সেই সংখ্যায় শহীদদের রক্তে রঞ্জিত রাজপথের চিত্র তুলে ধরা হয় এবং আন্দোলনের পক্ষে জনমত গঠনে পত্রিকাটি ঐতিহাসিক ভূমিকা পালন করে। — [16, 740, 368, 909]
article-lead: ১৯৪৮ সালের ১৪ নভেম্বর প্রকাশিত হয় সাপ্তাহিক সৈনিক পত্রিকা। পত্রিকাটি বের হয় তমদ্দুন মজলিসের প্রতিষ্ঠাতা প্রফেসর আবুল কাসেমের উদ্যোগে। এটি ছিল তমদ্দুন মজলিসের সাপ্তাহিক মুখপত্র। তখন এর সম্পাদক ছিলেন আবুল গফুর। এই সময় আবুল মনসুর আহমদ সম্পাদিত ইত্তেহাদ ছাড়া অন্য কোনো পত্রিকা ভাষা আন্দোলনের তেমন সমর্থন করেনি। সৈনিক পত্রিকাটি বের হওয়ার পর আন্দোলন গতি পায়। — [16, 203, 368, 333]
article-body: একদিন পিছিয়ে ২১ ফেব্রুয়ারি অমর একুশে বইমেলা ২০২৬ শুরু হচ্ছে। বাংলা একাডেমি এক বিজ্ঞপ্তিতে এ তথ্য জানিয়েছে। নতুন সিদ্ধান্ত অনুযায়ী মেলা চলবে পুরো মাস জুড়ে। — [377, 1614, 564, 1726]
divider — [377, 994, 564, 996]
divider — [377, 1977, 564, 1979]
prayer-start: ৭-০৬ — [103, 1477, 130, 1491]
article-body: ঝালকাঠিতে চাঁদাবাজির মামলায় স্থানীয় বিএনপির এক নেতাকে কারাগারে পাঠানো হয়েছে। আদালতে জামিন আবেদন নামঞ্জুর হলে তাকে কারাগারে পাঠানো হয়। — [931, 862, 1121, 954]
article-body: সংসদ সদস্য পদের বিপরীতে বরাদ্দকৃত সরকারি প্লট এবং শুল্কমুক্ত গাড়ির সুবিধা না নেয়ার সিদ্ধান্ত নিয়েছে বিএনপি। দলের সংসদীয় বৈঠকে এ সিদ্ধান্ত গৃহীত হয়। — [377, 1096, 564, 1188]
article-body: সৌদি আরবে আজ বুধবার থেকে রোজা শুরু হয়েছে। মঙ্গলবার সন্ধ্যায় সৌদি আরবের আকাশে রমজান মাসের চাঁদ দেখা গেছে। ফলে আজ থেকে দেশটিতে পবিত্র রমজান মাস শুরু হয়েছে বলে দেশটির চাঁদ দেখা কমিটি নিশ্চিত করেছে। — [386, 663, 556, 814]
prayer-end: ৬-২৮ — [184, 1376, 211, 1390]
byline: ■ নয়া দিগন্ত ডেস্ক — [386, 163, 556, 182]
byline: ■ নিজস্ব প্রতিবেদক — [377, 1590, 564, 1610]
article-body: একদিন পিছিয়ে ২১ ফেব্রুয়ারি অমর একুশে বইমেলা ২০২৬ শুরু হচ্ছে। বাংলা একাডেমি এক বিজ্ঞপ্তিতে এ তথ্য জানিয়েছে। নতুন সিদ্ধান্ত অনুযায়ী মেলা চলবে পুরো মাস জুড়ে। — [377, 1855, 564, 1967]
story-ghoraghat — [572, 1187, 744, 1755]
column-3 — [572, 96, 925, 2384]
headline-religion-minister[interactable]: ধর্মমন্ত্রী হলেন শাহ মোফাজ্জল হোসাইন কায়কোবাদ — [957, 1419, 1096, 1484]
page-number: ২ — [16, 15, 95, 75]
prayer-name: এশা — [22, 1477, 41, 1491]
headline-palash-flower[interactable]: বসন্তের ক্যানভাসে পলাশ ফুলের আলপনা — [1155, 665, 1496, 730]
headline-ghoraghat-paddy[interactable]: ঘোড়াঘাটে ইরি ও বোরো ধানের চারা রোপণে ব্যস্ত কৃষকরা — [586, 1186, 730, 1251]
article-body: শপথ নেন মন্ত্রিসভার সদস্যরা। রাষ্ট্রপতি মো. সাহাবুদ্দিন নতুন মন্ত্রিসভার সদস্যদের শপথবাক্য পাঠ করান। অনুষ্ঠানে সাবেক প্রধান বিচারপতি, তিন বাহিনীর প্রধান, কূটনীতিক ও বিশিষ্ট নাগরিকরা উপস্থিত ছিলেন। দপ্তর বণ্টনের পর মন্ত্রীরা নিজ নিজ মন্ত্রণালয়ে যোগ দেন এবং কর্মকর্তাদের সাথে বৈঠক করেন। — [572, 267, 925, 359]
article-body: নাটোরের লালপুরে আগুনে পুড়ে গেছে দিনমজুর মিজানুর রহমানের বসতঘর ও গোয়ালঘর। আগুনে দগ্ধ হয়ে মারা গেছে তার পালিত গরুগুলো। — [752, 1482, 925, 1574]
article-body: রাষ্ট্রপতি মো. সাহাবুদ্দিনের সাথে সৌজন্য সাক্ষাৎ করেছেন প্রধানমন্ত্রী তারেক রহমান। বঙ্গভবনে এই সাক্ষাৎ অনুষ্ঠিত হয়। — [931, 595, 1121, 668]
divider — [1127, 1011, 1524, 1013]
divider — [1127, 658, 1524, 659]
